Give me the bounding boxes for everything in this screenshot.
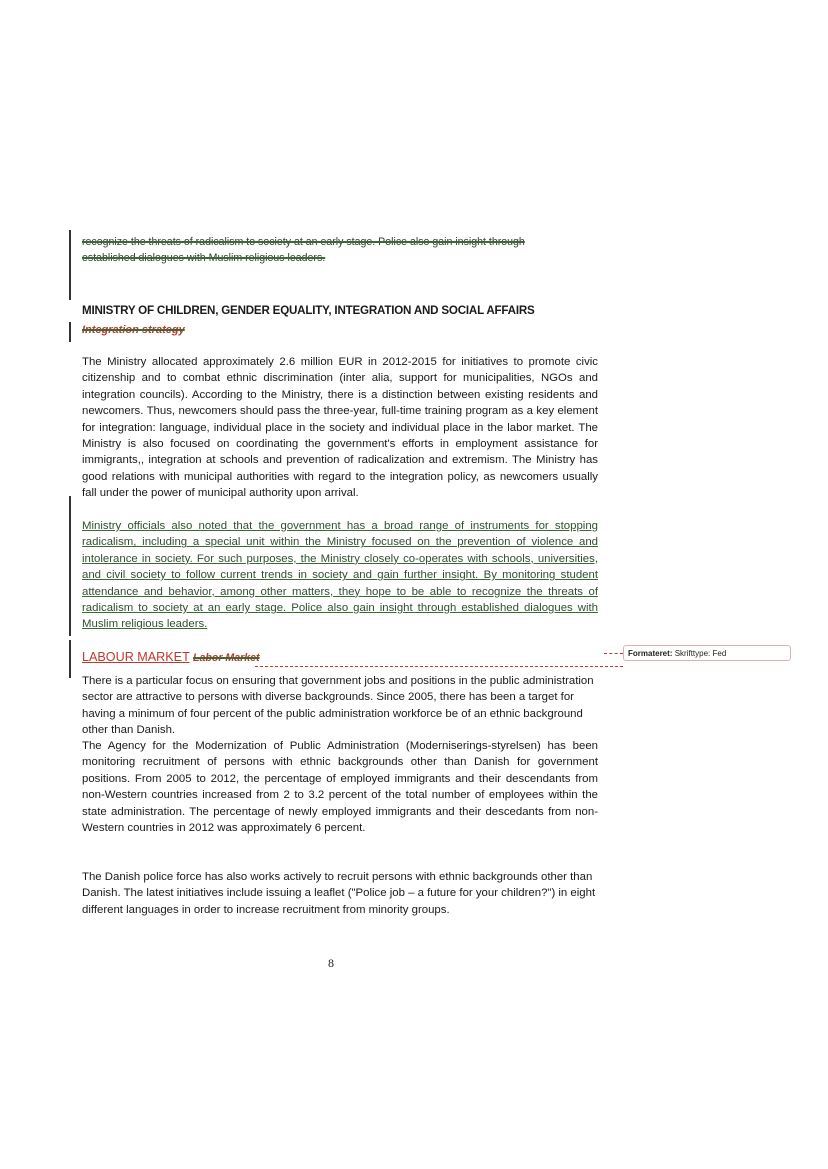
format-comment-balloon[interactable]	[623, 645, 791, 661]
deleted-subheading: Integration strategy	[82, 324, 185, 336]
labour-heading-deleted: Labor Market	[193, 652, 260, 664]
comment-anchor-line	[255, 666, 623, 667]
deleted-line: recognize the threats of radicalism to society at an early stage. Police also gain insight through	[82, 236, 525, 248]
deleted-line: established dialogues with Muslim religious leaders.	[82, 252, 326, 265]
deleted-text-block	[82, 234, 598, 267]
page-number: 8	[328, 956, 334, 970]
section-heading-ministry: MINISTRY OF CHILDREN, GENDER EQUALITY, INTEGRATION AND SOCIAL AFFAIRS	[82, 304, 535, 317]
labour-paragraph: There is a particular focus on ensuring that government jobs and positions in the public administration sector are attractive to persons with diverse backgrounds. Since 2005, there has been a target for having a minimum of four percent of the public administration workforce be of an ethnic background other than Danish.	[82, 675, 594, 737]
inserted-paragraph: Ministry officials also noted that the government has a broad range of instruments for stopping radicalism, including a special unit within the Ministry focused on the prevention of violence and intolerance in society. For such purposes, the Ministry closely co-operates with schools, universities, and civil society to follow current trends in society and gain further insight. By monitoring student attendance and behavior, among other matters, they hope to be able to recognize the threats of radicalism to society at an early stage. Police also gain insight through established dialogues with Muslim religious leaders.	[82, 520, 598, 631]
comment-connector	[604, 653, 623, 654]
section-heading-labour	[82, 650, 260, 664]
ministry-paragraph: The Ministry allocated approximately 2.6 million EUR in 2012-2015 for initiatives to promote civic citizenship and to combat ethnic discrimination (inter alia, support for municipalities, NGOs and integration councils). According to the Ministry, there is a distinction between existing residents and newcomers. Thus, newcomers should pass the three-year, full-time training program as a key element for integration: language, individual place in the society and individual place in the labor market. The Ministry is also focused on coordinating the government's efforts in employment assistance for immigrants,, integration at schools and prevention of radicalization and extremism. The Ministry has good relations with municipal authorities with regard to the integration policy, as newcomers usually fall under the power of municipal authority upon arrival.	[82, 356, 598, 500]
change-bar	[69, 322, 71, 342]
labour-paragraph: The Agency for the Modernization of Public Administration (Moderniserings-styrelsen) has been monitoring recruitment of persons with ethnic backgrounds other than Danish for government positions. From 2005 to 2012, the percentage of employed immigrants and their descendants from non-Western countries increased from 2 to 3.2 percent of the total number of employees within the state administration. The percentage of newly employed immigrants and their descedants from non-Western countries in 2012 was approximately 6 percent.	[82, 740, 598, 835]
change-bar	[69, 640, 71, 678]
labour-heading-inserted: LABOUR MARKET	[82, 650, 190, 664]
comment-label: Formateret:	[628, 649, 673, 658]
change-bar	[69, 230, 71, 300]
change-bar	[69, 496, 71, 636]
comment-text: Skrifttype: Fed	[674, 649, 727, 658]
labour-paragraph: The Danish police force has also works actively to recruit persons with ethnic backgrounds other than Danish. The latest initiatives include issuing a leaflet ("Police job – a future for your children?") in eight different languages in order to increase recruitment from minority groups.	[82, 871, 596, 916]
